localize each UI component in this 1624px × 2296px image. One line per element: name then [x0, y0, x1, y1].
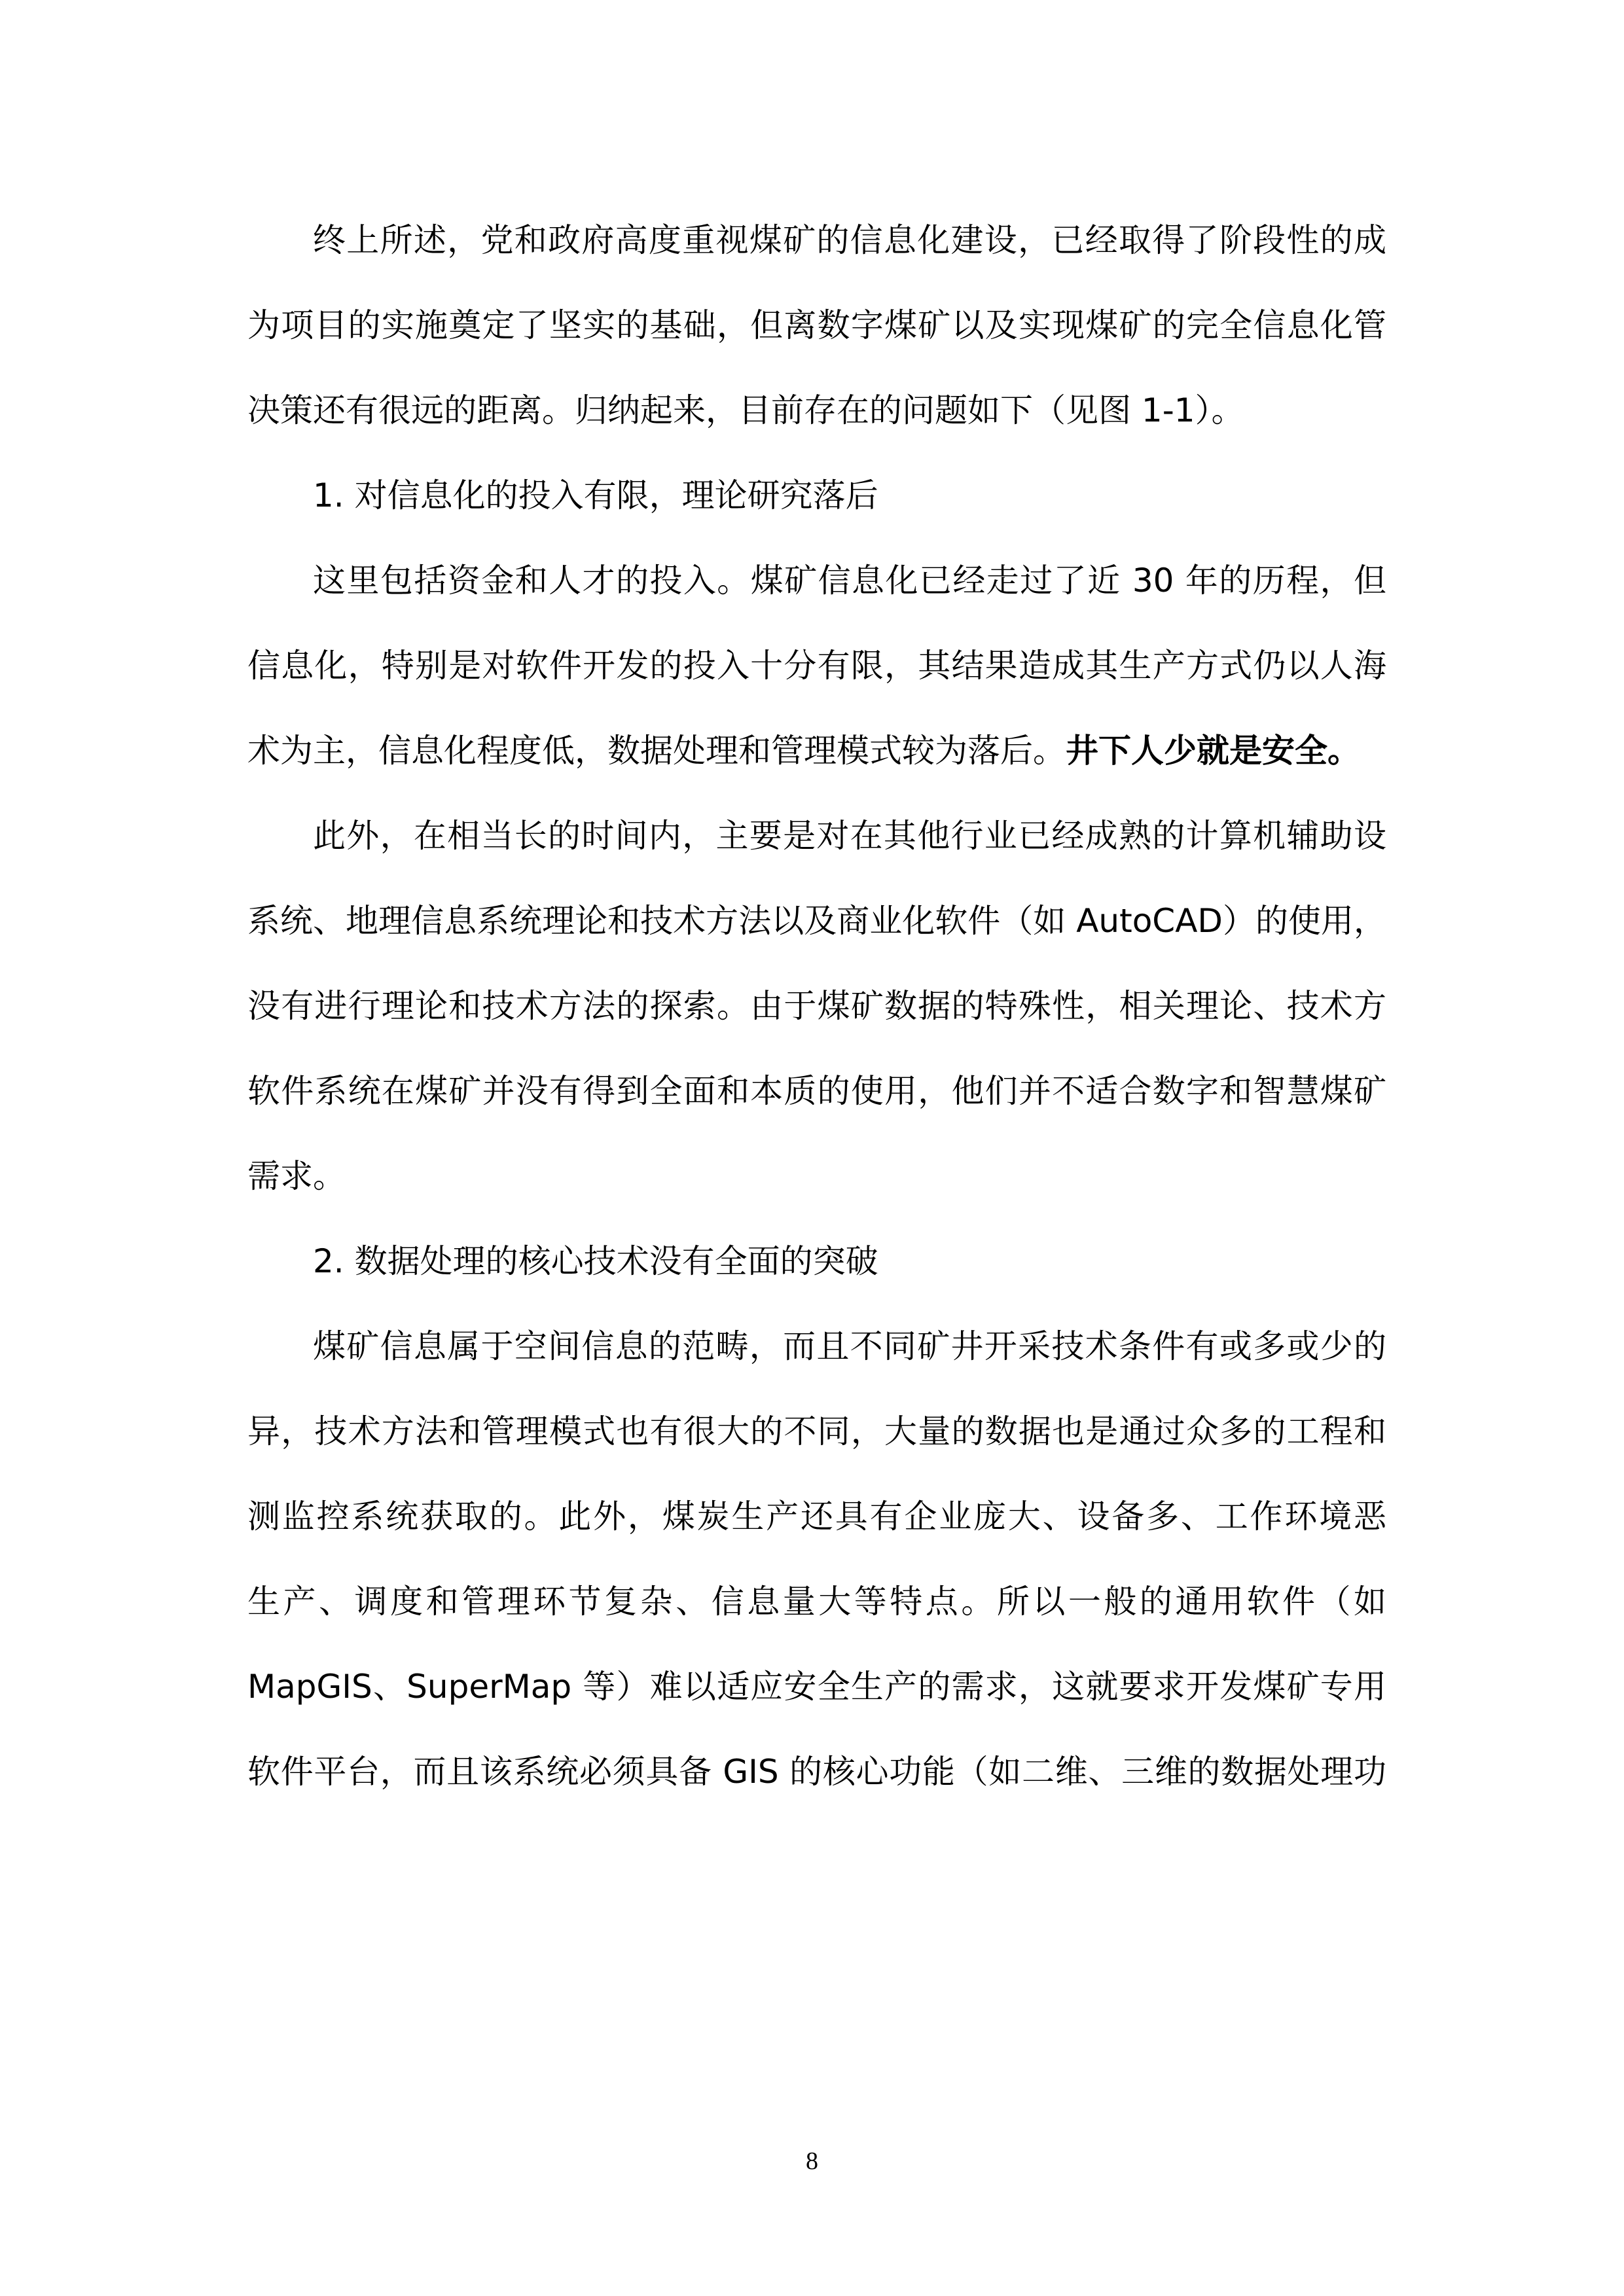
text-span: 煤矿信息属于空间信息的范畴，而且不同矿井开采技术条件有或多或少的: [313, 1327, 1386, 1365]
text-line: [247, 1644, 1386, 1729]
text-span: 生产、调度和管理环节复杂、信息量大等特点。所以一般的通用软件（如: [247, 1583, 1386, 1621]
text-span: 术为主，信息化程度低，数据处理和管理模式较为落后。: [247, 732, 1066, 770]
text-line: [247, 1474, 1386, 1559]
text-span: MapGIS、SuperMap 等）难以适应安全生产的需求，这就要求开发煤矿专用: [247, 1668, 1386, 1706]
text-span: 异，技术方法和管理模式也有很大的不同，大量的数据也是通过众多的工程和: [247, 1412, 1386, 1450]
text-span: 终上所述，党和政府高度重视煤矿的信息化建设，已经取得了阶段性的成: [313, 221, 1386, 259]
text-line: [247, 1134, 1386, 1219]
text-line: [247, 708, 1386, 793]
text-span: 此外，在相当长的时间内，主要是对在其他行业已经成熟的计算机辅助设: [313, 817, 1386, 855]
text-span: 软件平台，而且该系统必须具备 GIS 的核心功能（如二维、三维的数据处理功: [247, 1753, 1386, 1791]
text-line: [247, 198, 1386, 283]
text-span: 系统、地理信息系统理论和技术方法以及商业化软件（如 AutoCAD）的使用，: [247, 902, 1386, 940]
text-span: 这里包括资金和人才的投入。煤矿信息化已经走过了近 30 年的历程，但: [313, 562, 1386, 600]
text-line: [247, 1729, 1386, 1814]
text-line: [247, 1389, 1386, 1474]
text-span: 信息化，特别是对软件开发的投入十分有限，其结果造成其生产方式仍以人海: [247, 647, 1386, 685]
text-span: 没有进行理论和技术方法的探索。由于煤矿数据的特殊性，相关理论、技术方: [247, 987, 1386, 1025]
text-line: [247, 793, 1386, 878]
text-span: 决策还有很远的距离。归纳起来，目前存在的问题如下（见图 1-1）。: [247, 391, 1244, 429]
text-line: [247, 453, 1386, 538]
text-line: [247, 1559, 1386, 1644]
text-line: [247, 1304, 1386, 1389]
text-line: [247, 283, 1386, 368]
text-span: 软件系统在煤矿并没有得到全面和本质的使用，他们并不适合数字和智慧煤矿: [247, 1072, 1386, 1110]
text-span: 为项目的实施奠定了坚实的基础，但离数字煤矿以及实现煤矿的完全信息化管: [247, 306, 1386, 344]
text-line: [247, 623, 1386, 708]
document-body: [247, 198, 1386, 1814]
text-line: [247, 1219, 1386, 1304]
text-line: [247, 963, 1386, 1049]
text-span: 2. 数据处理的核心技术没有全面的突破: [313, 1242, 878, 1280]
page-number: 8: [806, 2147, 818, 2175]
text-span: 需求。: [247, 1157, 346, 1195]
text-line: [247, 368, 1386, 453]
text-line: [247, 878, 1386, 963]
text-span: 测监控系统获取的。此外，煤炭生产还具有企业庞大、设备多、工作环境恶: [247, 1498, 1386, 1535]
text-line: [247, 538, 1386, 623]
bold-emphasis: 井下人少就是安全。: [1066, 732, 1360, 770]
text-span: 1. 对信息化的投入有限，理论研究落后: [313, 476, 878, 514]
text-line: [247, 1049, 1386, 1134]
